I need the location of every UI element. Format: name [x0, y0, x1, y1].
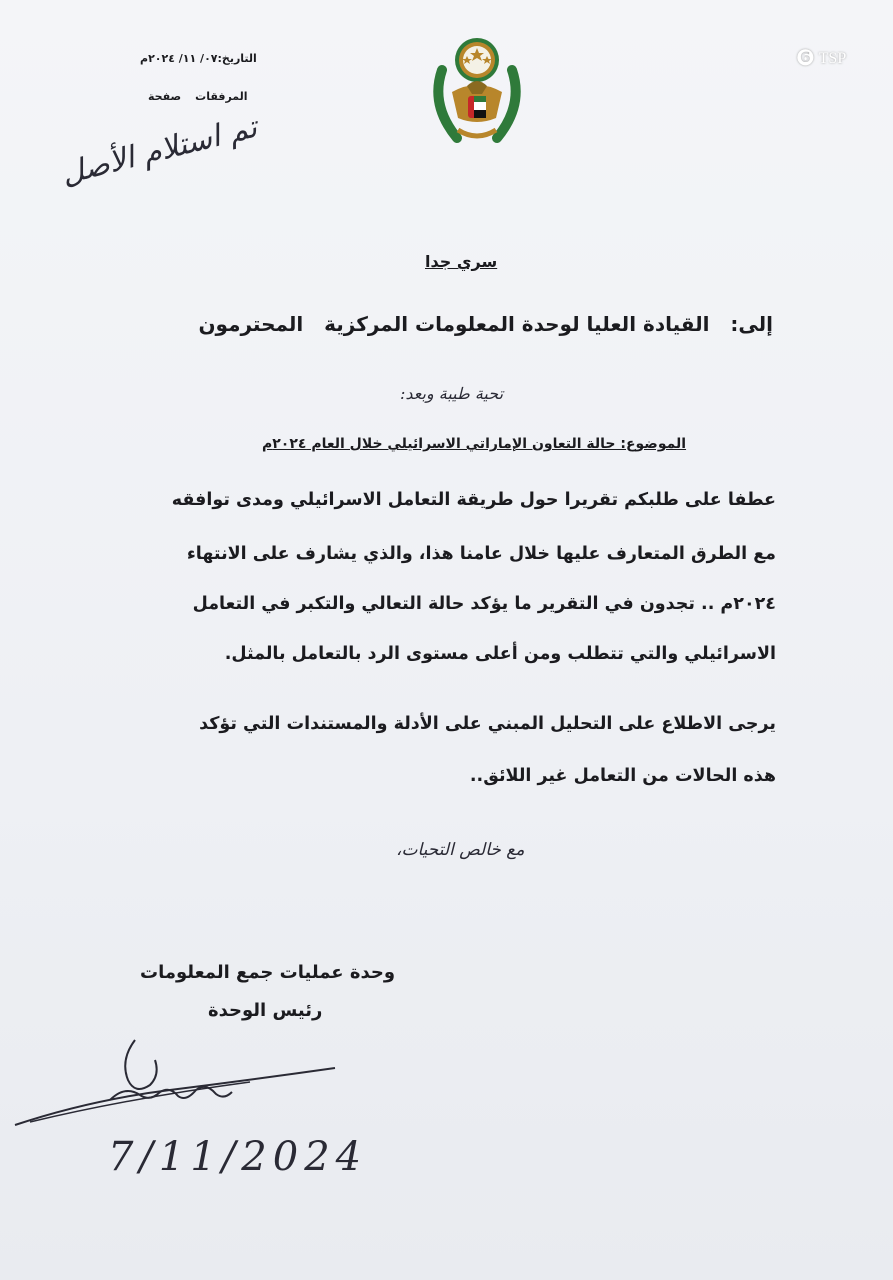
greeting: تحية طيبة وبعد:	[400, 384, 504, 403]
closing: مع خالص التحيات،	[396, 840, 525, 860]
body-line-1: عطفا على طلبكم تقريرا حول طريقة التعامل الاسرائيلي ومدى توافقه	[171, 490, 776, 510]
signature-title: رئيس الوحدة	[208, 1000, 323, 1021]
body-line-4: الاسرائيلي والتي تتطلب ومن أعلى مستوى الرد بالتعامل بالمثل.	[224, 644, 776, 664]
recipient-line: إلى: القيادة العليا لوحدة المعلومات المركزية المحترمون	[198, 312, 773, 336]
body-line-5: يرجى الاطلاع على التحليل المبني على الأدلة والمستندات التي تؤكد	[199, 714, 776, 734]
emblem-icon	[422, 30, 532, 152]
signature-unit: وحدة عمليات جمع المعلومات	[140, 962, 396, 983]
page-label: صفحة	[148, 90, 182, 103]
attachments-row	[148, 90, 248, 103]
signature-scribble	[10, 1030, 350, 1130]
date-text: التاريخ:٠٧/ ١١/ ٢٠٢٤م	[140, 52, 257, 65]
watermark	[796, 46, 846, 71]
received-note: تم استلام الأصل	[58, 109, 261, 192]
attachments-label: المرفقات	[195, 90, 248, 103]
body-line-6: هذه الحالات من التعامل غير اللائق..	[469, 766, 776, 786]
handwritten-date: 7/11/2024	[108, 1134, 368, 1180]
subject-line: الموضوع: حالة التعاون الإماراتي الاسرائيلي خلال العام ٢٠٢٤م	[262, 436, 687, 452]
body-line-2: مع الطرق المتعارف عليها خلال عامنا هذا، والذي يشارف على الانتهاء	[186, 544, 776, 564]
watermark-icon: ❻	[796, 46, 815, 71]
body-line-3: ٢٠٢٤م .. تجدون في التقرير ما يؤكد حالة التعالي والتكبر في التعامل	[192, 594, 776, 614]
classification: سري جدا	[425, 252, 498, 271]
watermark-text: TSP	[818, 49, 847, 67]
